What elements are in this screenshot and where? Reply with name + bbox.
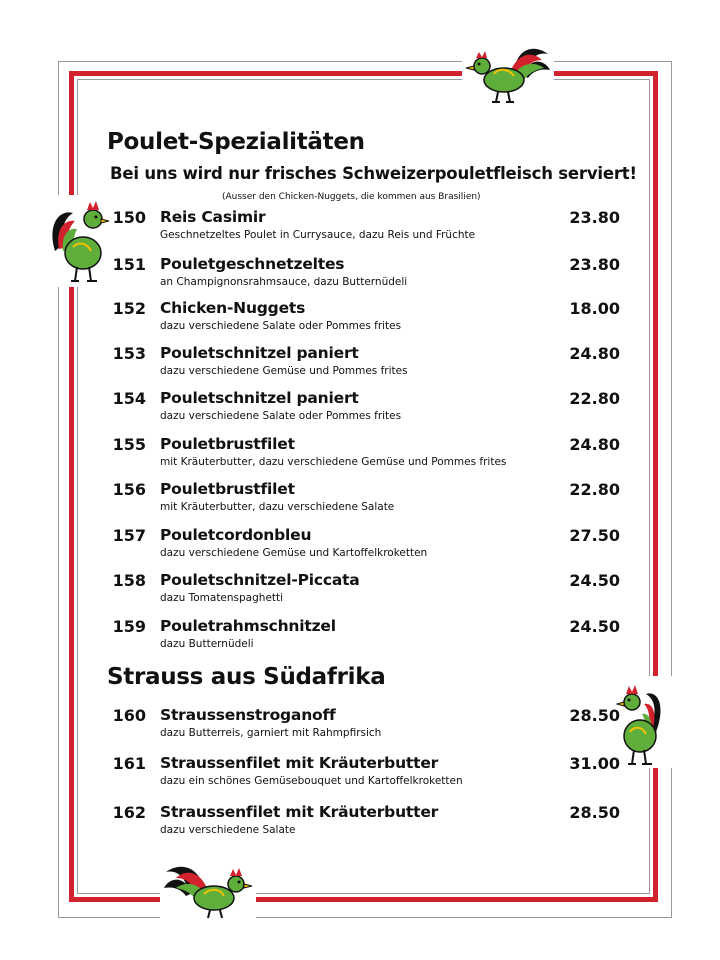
item-price: 24.80 — [569, 344, 620, 363]
item-description: mit Kräuterbutter, dazu verschiedene Salate — [160, 501, 395, 513]
item-price: 28.50 — [569, 706, 620, 725]
item-name: Straussenstroganoff — [160, 706, 336, 724]
item-name: Pouletgeschnetzeltes — [160, 255, 345, 273]
menu-item — [108, 617, 620, 661]
item-price: 23.80 — [569, 255, 620, 274]
menu-item — [108, 389, 620, 433]
item-price: 23.80 — [569, 208, 620, 227]
menu-item — [108, 255, 620, 299]
item-name: Straussenfilet mit Kräuterbutter — [160, 754, 439, 772]
item-name: Pouletschnitzel-Piccata — [160, 571, 360, 589]
item-description: dazu verschiedene Gemüse und Kartoffelkroketten — [160, 547, 428, 559]
menu-item — [108, 571, 620, 615]
menu-item — [108, 706, 620, 750]
item-price: 27.50 — [569, 526, 620, 545]
item-number: 156 — [112, 480, 146, 499]
menu-item — [108, 803, 620, 847]
item-price: 18.00 — [569, 299, 620, 318]
rooster-icon — [160, 858, 256, 920]
rooster-icon — [462, 40, 554, 106]
item-price: 22.80 — [569, 389, 620, 408]
item-price: 24.50 — [569, 617, 620, 636]
item-description: dazu verschiedene Salate — [160, 824, 296, 836]
item-price: 24.50 — [569, 571, 620, 590]
menu-item — [108, 344, 620, 388]
item-number: 153 — [112, 344, 146, 363]
item-number: 155 — [112, 435, 146, 454]
item-price: 24.80 — [569, 435, 620, 454]
item-name: Pouletrahmschnitzel — [160, 617, 336, 635]
menu-item — [108, 480, 620, 524]
item-name: Pouletcordonbleu — [160, 526, 312, 544]
item-number: 161 — [112, 754, 146, 773]
item-name: Pouletbrustfilet — [160, 480, 295, 498]
item-name: Pouletbrustfilet — [160, 435, 295, 453]
menu-item — [108, 208, 620, 252]
item-name: Reis Casimir — [160, 208, 266, 226]
rooster-icon — [45, 195, 117, 287]
item-number: 151 — [112, 255, 146, 274]
menu-item — [108, 526, 620, 570]
item-number: 150 — [112, 208, 146, 227]
menu-item — [108, 754, 620, 798]
item-number: 157 — [112, 526, 146, 545]
item-description: an Champignonsrahmsauce, dazu Butternüdeli — [160, 276, 408, 288]
item-number: 158 — [112, 571, 146, 590]
item-price: 22.80 — [569, 480, 620, 499]
item-description: mit Kräuterbutter, dazu verschiedene Gemüse und Pommes frites — [160, 456, 507, 468]
section-title-strauss: Strauss aus Südafrika — [107, 664, 386, 690]
item-price: 28.50 — [569, 803, 620, 822]
section-subtitle: Bei uns wird nur frisches Schweizerpouletfleisch serviert! — [110, 164, 637, 183]
item-name: Pouletschnitzel paniert — [160, 344, 359, 362]
item-number: 152 — [112, 299, 146, 318]
rooster-icon — [616, 676, 676, 768]
item-description: dazu verschiedene Salate oder Pommes frites — [160, 320, 402, 332]
section-title-poulet: Poulet-Spezialitäten — [107, 129, 365, 155]
menu-item — [108, 299, 620, 343]
menu-item — [108, 435, 620, 479]
item-description: dazu Butternüdeli — [160, 638, 254, 650]
item-description: Geschnetzeltes Poulet in Currysauce, dazu Reis und Früchte — [160, 229, 476, 241]
item-name: Pouletschnitzel paniert — [160, 389, 359, 407]
item-name: Straussenfilet mit Kräuterbutter — [160, 803, 439, 821]
item-number: 162 — [112, 803, 146, 822]
item-number: 159 — [112, 617, 146, 636]
item-description: dazu Tomatenspaghetti — [160, 592, 284, 604]
item-description: dazu Butterreis, garniert mit Rahmpfirsich — [160, 727, 382, 739]
item-description: dazu verschiedene Salate oder Pommes frites — [160, 410, 402, 422]
item-name: Chicken-Nuggets — [160, 299, 306, 317]
item-number: 154 — [112, 389, 146, 408]
section-note: (Ausser den Chicken-Nuggets, die kommen aus Brasilien) — [222, 192, 481, 202]
item-description: dazu verschiedene Gemüse und Pommes frites — [160, 365, 408, 377]
item-number: 160 — [112, 706, 146, 725]
item-description: dazu ein schönes Gemüsebouquet und Kartoffelkroketten — [160, 775, 463, 787]
item-price: 31.00 — [569, 754, 620, 773]
